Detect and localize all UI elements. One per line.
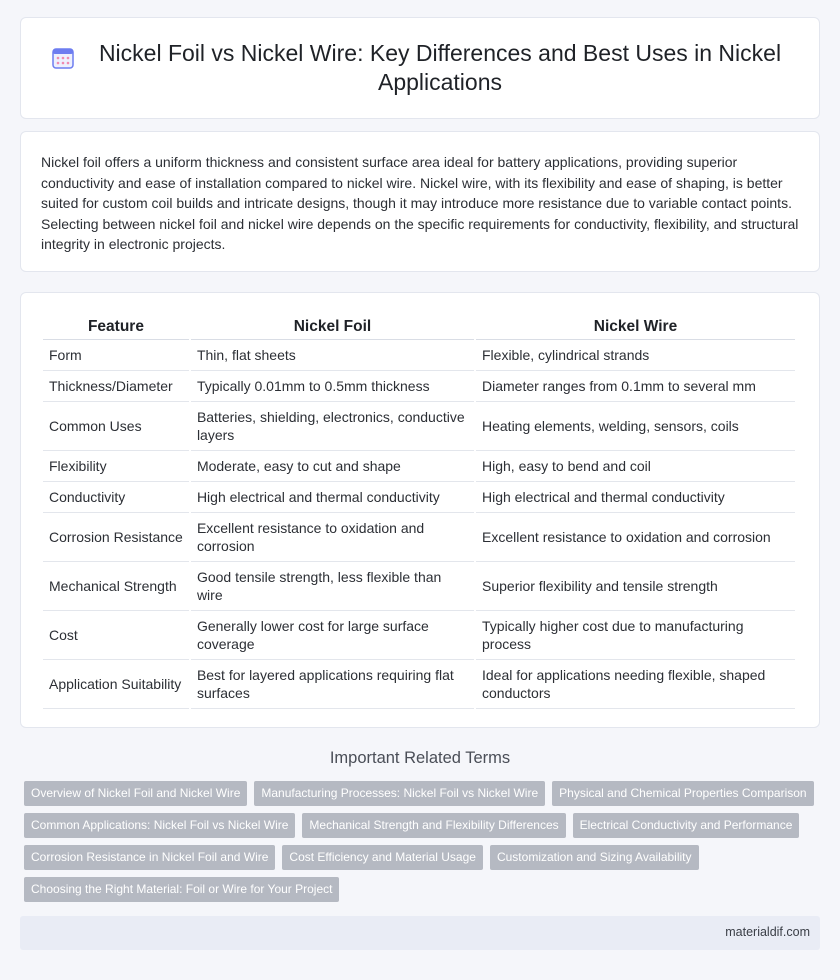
feature-cell: Conductivity [43, 482, 189, 513]
title-card [20, 17, 820, 119]
feature-cell: Flexibility [43, 451, 189, 482]
table-row [43, 660, 795, 709]
calendar-grid-icon [51, 46, 75, 70]
foil-cell: Batteries, shielding, electronics, conductive layers [191, 402, 474, 451]
related-term-tag[interactable]: Common Applications: Nickel Foil vs Nickel Wire [24, 813, 295, 838]
header-nickel-foil: Nickel Foil [191, 313, 474, 340]
related-term-tag[interactable]: Mechanical Strength and Flexibility Differences [302, 813, 565, 838]
table-header-row [43, 313, 795, 340]
feature-cell: Corrosion Resistance [43, 513, 189, 562]
feature-cell: Cost [43, 611, 189, 660]
footer-bar [20, 916, 820, 950]
wire-cell: Ideal for applications needing flexible, shaped conductors [476, 660, 795, 709]
feature-cell: Form [43, 340, 189, 371]
header-feature: Feature [43, 313, 189, 340]
feature-cell: Thickness/Diameter [43, 371, 189, 402]
foil-cell: Good tensile strength, less flexible than wire [191, 562, 474, 611]
intro-paragraph: Nickel foil offers a uniform thickness and consistent surface area ideal for battery applications, providing superior conductivity and ease of installation compared to nickel wire. Nickel wire, with its flexibility and ease of shaping, is better suited for custom coil builds and intricate designs, though it may introduce more resistance due to variable contact points. Selecting between nickel foil and nickel wire depends on the specific requirements for conductivity, flexibility, and structural integrity in electronic projects. [41, 154, 799, 252]
table-row [43, 513, 795, 562]
foil-cell: High electrical and thermal conductivity [191, 482, 474, 513]
related-term-tag[interactable]: Overview of Nickel Foil and Nickel Wire [24, 781, 247, 806]
foil-cell: Excellent resistance to oxidation and corrosion [191, 513, 474, 562]
table-row [43, 340, 795, 371]
related-terms-tags [24, 781, 824, 909]
wire-cell: Excellent resistance to oxidation and corrosion [476, 513, 795, 562]
related-term-tag[interactable]: Cost Efficiency and Material Usage [282, 845, 483, 870]
table-row [43, 451, 795, 482]
table-row [43, 611, 795, 660]
intro-card [20, 131, 820, 272]
foil-cell: Best for layered applications requiring flat surfaces [191, 660, 474, 709]
related-term-tag[interactable]: Corrosion Resistance in Nickel Foil and Wire [24, 845, 275, 870]
feature-cell: Application Suitability [43, 660, 189, 709]
table-row [43, 562, 795, 611]
related-term-tag[interactable]: Manufacturing Processes: Nickel Foil vs Nickel Wire [254, 781, 545, 806]
page-title: Nickel Foil vs Nickel Wire: Key Differences and Best Uses in Nickel Applications [98, 40, 782, 95]
wire-cell: Superior flexibility and tensile strength [476, 562, 795, 611]
feature-cell: Common Uses [43, 402, 189, 451]
table-row [43, 482, 795, 513]
related-term-tag[interactable]: Electrical Conductivity and Performance [573, 813, 800, 838]
wire-cell: Diameter ranges from 0.1mm to several mm [476, 371, 795, 402]
related-term-tag[interactable]: Physical and Chemical Properties Comparison [552, 781, 813, 806]
wire-cell: High electrical and thermal conductivity [476, 482, 795, 513]
feature-cell: Mechanical Strength [43, 562, 189, 611]
related-terms-heading: Important Related Terms [329, 749, 511, 767]
foil-cell: Typically 0.01mm to 0.5mm thickness [191, 371, 474, 402]
comparison-table [41, 313, 797, 709]
wire-cell: Flexible, cylindrical strands [476, 340, 795, 371]
foil-cell: Moderate, easy to cut and shape [191, 451, 474, 482]
wire-cell: High, easy to bend and coil [476, 451, 795, 482]
wire-cell: Heating elements, welding, sensors, coils [476, 402, 795, 451]
wire-cell: Typically higher cost due to manufacturing process [476, 611, 795, 660]
footer-site-link[interactable]: materialdif.com [725, 925, 810, 939]
table-row [43, 402, 795, 451]
comparison-table-card [20, 292, 820, 728]
foil-cell: Generally lower cost for large surface coverage [191, 611, 474, 660]
header-nickel-wire: Nickel Wire [476, 313, 795, 340]
related-term-tag[interactable]: Choosing the Right Material: Foil or Wire for Your Project [24, 877, 339, 902]
foil-cell: Thin, flat sheets [191, 340, 474, 371]
table-row [43, 371, 795, 402]
related-term-tag[interactable]: Customization and Sizing Availability [490, 845, 699, 870]
